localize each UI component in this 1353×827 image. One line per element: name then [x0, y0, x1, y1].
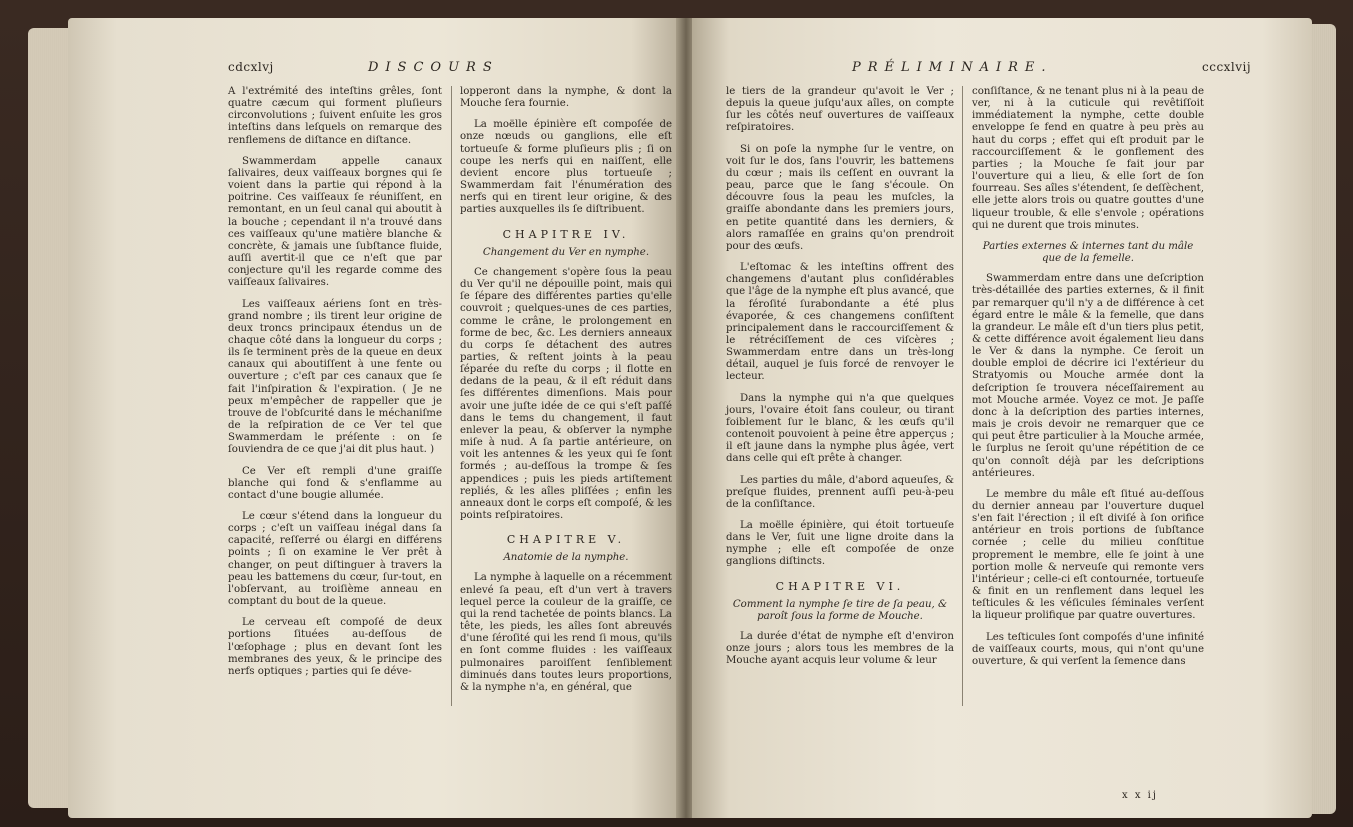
paragraph: Si on poſe la nymphe ſur le ventre, on voit ſur le dos, ſans l'ouvrir, les battemens du cœur ; mais ils ceſſent en ouvrant la peau, parce que le ſang s'écoule. On découvre ſous la peau les muſcles, la graiſſe abondante dans les premiers jours, en petite quantité dans les derniers, & alors ramaſſée en grains qu'on prendroit pour des œufs.	[726, 143, 954, 252]
chapter-subtitle: Changement du Ver en nymphe.	[482, 246, 650, 258]
paragraph: Ce changement s'opère ſous la peau du Ver qu'il ne dépouille point, mais qui ſe ſépare des différentes parties qu'elle couvroit ; quelques-unes de ces parties, comme le crâne, le prolongement en forme de bec, &c. Les derniers anneaux du corps ſe détachent des autres parties, & reſtent joints à la peau ſéparée du reſte du corps ; il flotte en dedans de la peau, & il eſt réduit dans ſes différentes dimenſions. Mais pour avoir une juſte idée de ce qui s'eſt paſſé dans le tems du changement, il faut enlever la peau, & obſerver la nymphe miſe à nud. A ſa partie antérieure, on voit les antennes & les yeux qui ſe ſont formés ; au-deſſous la trompe & ſes appendices ; puis les pieds artiſtement repliés, & les aîles pliſſées ; enfin les anneaux dont le corps eſt compoſé, & les points reſpiratoires.	[460, 266, 672, 521]
right-running-title: PRÉLIMINAIRE.	[852, 60, 1053, 75]
paragraph: Le membre du mâle eſt ſitué au-deſſous du dernier anneau par l'ouverture duquel s'en fait l'érection ; il eſt diviſé à ſon orifice antérieur en trois portions de ſubſtance cornée ; celle du milieu conſtitue proprement le membre, elle ſe joint à une portion molle & nerveuſe qui remonte vers l'intérieur ; celle-ci eſt contournée, tortueuſe & finit en un renflement dans lequel les teſticules & les véſicules ſéminales verſent la liqueur prolifique par quatre ouvertures.	[972, 488, 1204, 622]
right-page-number: cccxlvij	[1202, 60, 1252, 74]
paragraph: A l'extrémité des inteſtins grêles, ſont quatre cæcum qui forment pluſieurs circonvolutions ; ſuivent enſuite les gros inteſtins dans leſquels on remarque des renflemens de diſtance en diſtance.	[228, 86, 442, 146]
paragraph: Les parties du mâle, d'abord aqueuſes, & preſque fluides, prennent auſſi peu-à-peu de la conſiſtance.	[726, 474, 954, 510]
left-column-1	[228, 86, 442, 687]
paragraph: La moëlle épinière eſt compoſée de onze nœuds ou ganglions, elle eſt tortueuſe & forme pluſieurs plis ; ſi on coupe les nerfs qui en naiſſent, elle devient encore plus tortueuſe ; Swammerdam fait l'énumération des nerfs qui en tirent leur origine, & des parties auxquelles ils ſe diſtribuent.	[460, 119, 672, 216]
column-rule	[962, 86, 963, 706]
chapter-subtitle: Parties externes & internes tant du mâle que de la femelle.	[982, 240, 1194, 265]
left-column-2	[460, 86, 672, 703]
left-running-title: DISCOURS	[368, 60, 499, 75]
paragraph: Swammerdam entre dans une deſcription très-détaillée des parties externes, & il finit par remarquer qu'il n'y a de différence à cet égard entre le mâle & la femelle, que dans la grandeur. Le mâle eſt d'un tiers plus petit, & cette différence avoit également lieu dans le Ver & dans la nymphe. Ce ſeroit un double emploi de décrire ici l'extérieur du Stratyomis ou Mouche armée dont la deſcription ſe trouvera néceſſairement au mot Mouche armée. Voyez ce mot. Je paſſe donc à la deſcription des parties internes, mais je crois devoir ne remarquer que ce qui peut être particulier à la Mouche armée, le ſurplus ne ſeroit qu'une répétition de ce qu'on connoît déjà par les deſcriptions antérieures.	[972, 273, 1204, 479]
open-book	[28, 18, 1336, 818]
paragraph: Le cerveau eſt compoſé de deux portions ſituées au-deſſous de l'œſophage ; plus en devant ſont les membranes des yeux, & le principe des nerfs optiques ; parties qui ſe déve-	[228, 617, 442, 677]
right-column-2	[972, 86, 1204, 677]
paragraph: conſiſtance, & ne tenant plus ni à la peau de ver, ni à la cuticule qui revêtiſſoit immédiatement la nymphe, cette double enveloppe ſe fend en quatre à peu près au haut du corps ; effet qui eſt produit par le raccourciſſement & le gonflement des parties ; la Mouche ſe fait jour par l'ouverture qui a lieu, & elle ſort de ſon fourreau. Ses aîles s'étendent, ſe deſſèchent, elle jette alors trois ou quatre gouttes d'une liqueur trouble, & elle s'envole ; opérations qui ne durent que trois minutes.	[972, 86, 1204, 231]
chapter-subtitle: Anatomie de la nymphe.	[503, 552, 629, 564]
chapter-subtitle: Comment la nymphe ſe tire de ſa peau, & paroît ſous la forme de Mouche.	[732, 598, 948, 622]
paragraph: Les vaiſſeaux aériens ſont en très-grand nombre ; ils tirent leur origine de deux troncs principaux étendus un de chaque côté dans la longueur du corps ; ils ſe terminent près de la queue en deux canaux qui aboutiſſent à une fente ou ouverture ; c'eſt par ces canaux que ſe fait l'inſpiration & l'expiration. ( Je ne peux m'empêcher de rappeller que je trouve de l'obſcurité dans le méchaniſme de la reſpiration de ce Ver tel que Swammerdam le préſente : on ſe ſouviendra de ce que j'ai dit plus haut. )	[228, 298, 442, 456]
paragraph: Dans la nymphe qui n'a que quelques jours, l'ovaire étoit ſans couleur, ou tirant foiblement ſur le blanc, & les œufs qu'il contenoit pouvoient à peine être apperçus ; il eſt jaune dans la nymphe plus âgée, vert dans celle qui eſt prête à changer.	[726, 392, 954, 465]
chapter-heading: CHAPITRE VI.	[775, 579, 905, 593]
paragraph: Les teſticules ſont compoſés d'une infinité de vaiſſeaux courts, mous, qui n'ont qu'une ouverture, & qui verſent la ſemence dans	[972, 631, 1204, 667]
right-page	[692, 18, 1312, 818]
column-rule	[451, 86, 452, 706]
paragraph: L'eſtomac & les inteſtins offrent des changemens d'autant plus conſidérables que l'âge de la nymphe eſt plus avancé, que la féroſité ſurabondante a été plus évaporée, & ces changemens conſiſtent principalement dans le raccourciſſement & le rétréciſſement de ces viſcères ; Swammerdam entre dans un très-long détail, auquel je ſuis forcé de renvoyer le lecteur.	[726, 262, 954, 383]
signature-mark: x x ij	[1122, 790, 1158, 801]
paragraph: La moëlle épinière, qui étoit tortueuſe dans le Ver, ſuit une ligne droite dans la nymphe ; elle eſt compoſée de onze ganglions diſtincts.	[726, 520, 954, 568]
paragraph: La nymphe à laquelle on a récemment enlevé ſa peau, eſt d'un vert à travers lequel perce la couleur de la graiſſe, ce qui la rend tachetée de points blancs. La tête, les pieds, les aîles ſont abreuvés d'une ſéroſité qui les rend ſi mous, qu'ils en ſont comme fluides : les vaiſſeaux pulmonaires paroiſſent ſenſiblement diminués dans toutes leurs proportions, & la nymphe n'a, en général, que	[460, 572, 672, 693]
paragraph: Swammerdam appelle canaux ſalivaires, deux vaiſſeaux borgnes qui ſe voient dans la partie qui répond à la poitrine. Ces vaiſſeaux ſe réuniſſent, en remontant, en un ſeul canal qui aboutit à la bouche ; cependant il n'a trouvé dans ces vaiſſeaux qu'une matière blanche & concrète, & jamais une ſubſtance fluide, auſſi avertit-il que ce n'eſt que par conjecture qu'il les regarde comme des vaiſſeaux ſalivaires.	[228, 155, 442, 289]
chapter-heading: CHAPITRE IV.	[502, 227, 630, 241]
paragraph: lopperont dans la nymphe, & dont la Mouche ſera fournie.	[460, 86, 672, 110]
paragraph: Le cœur s'étend dans la longueur du corps ; c'eſt un vaiſſeau inégal dans ſa capacité, reſſerré ou élargi en différens points ; ſi on examine le Ver prêt à changer, on peut diſtinguer à travers la peau les battemens du cœur, ſur-tout, en l'obſervant, au troiſième anneau en comptant du bout de la queue.	[228, 511, 442, 608]
paragraph: Ce Ver eſt rempli d'une graiſſe blanche qui fond & s'enflamme au contact d'une bougie allumée.	[228, 465, 442, 501]
left-page-number: cdcxlvj	[228, 60, 274, 74]
paragraph: le tiers de la grandeur qu'avoit le Ver ; depuis la queue juſqu'aux aîles, on compte ſur les côtés neuf ouvertures de vaiſſeaux reſpiratoires.	[726, 86, 954, 134]
chapter-heading: CHAPITRE V.	[506, 533, 626, 547]
left-page	[68, 18, 680, 818]
paragraph: La durée d'état de nymphe eſt d'environ onze jours ; alors tous les membres de la Mouche ayant acquis leur volume & leur	[726, 631, 954, 667]
right-column-1	[726, 86, 954, 677]
